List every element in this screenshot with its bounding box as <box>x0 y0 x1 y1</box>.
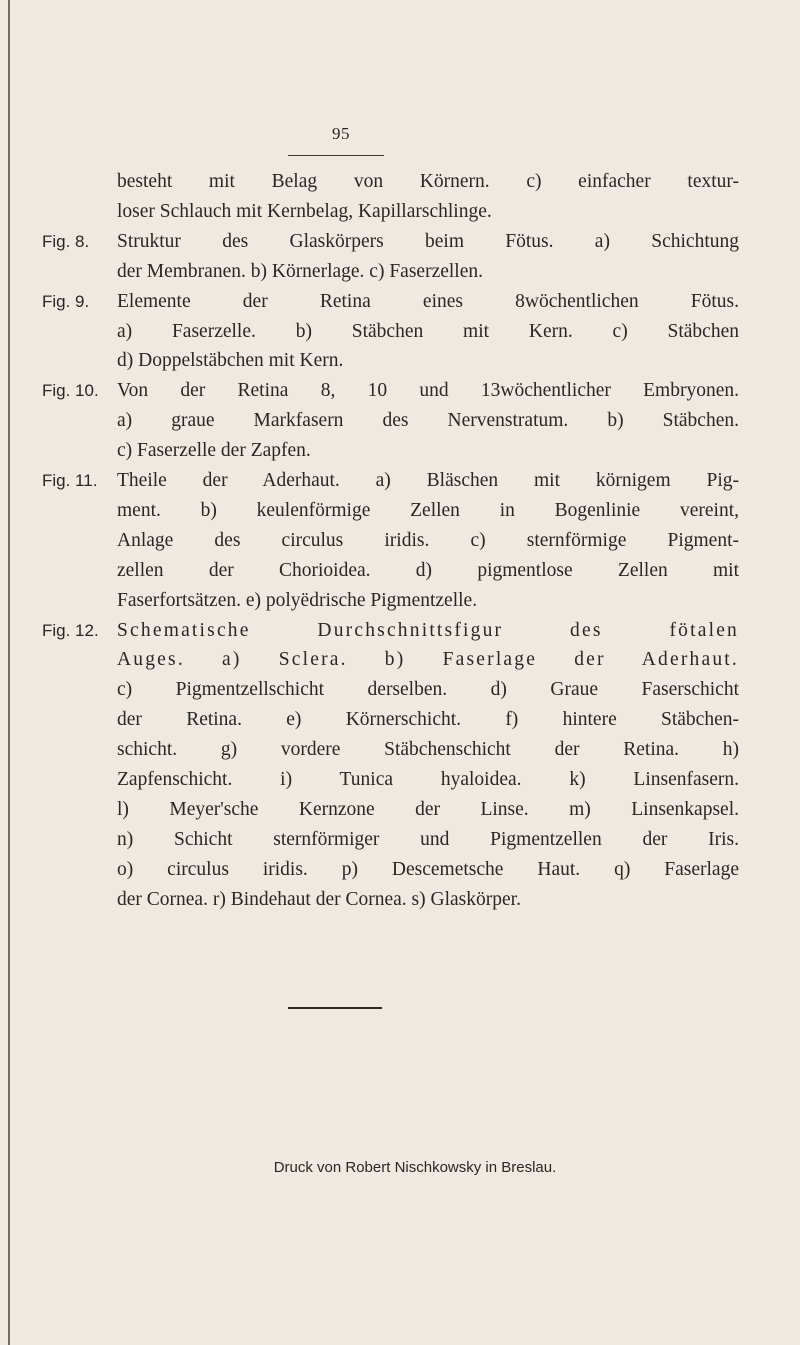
figure-label: Fig. 8. <box>42 231 90 251</box>
figure-label: Fig. 10. <box>42 381 99 401</box>
caption-text: der Retina. e) Körnerschicht. f) hintere Stäbchen- <box>117 709 739 731</box>
caption-text: a) graue Markfasern des Nervenstratum. b) Stäbchen. <box>117 410 739 432</box>
caption-text: Faserfortsätzen. e) polyëdrische Pigmentzelle. <box>117 589 478 611</box>
page-number-rule <box>288 155 384 156</box>
caption-text: d) Doppelstäbchen mit Kern. <box>117 350 344 372</box>
caption-line <box>0 287 800 317</box>
caption-text: besteht mit Belag von Körnern. c) einfacher textur- <box>117 171 739 192</box>
caption-line <box>0 406 800 436</box>
caption-text: loser Schlauch mit Kernbelag, Kapillarschlinge. <box>117 200 492 222</box>
caption-text: n) Schicht sternförmiger und Pigmentzellen der Iris. <box>117 828 739 850</box>
caption-line <box>0 675 800 705</box>
caption-text: Von der Retina 8, 10 und 13wöchentlicher Embryonen. <box>117 380 739 402</box>
caption-text: Elemente der Retina eines 8wöchentlichen Fötus. <box>117 290 739 312</box>
caption-text: schicht. g) vordere Stäbchenschicht der Retina. h) <box>117 739 739 761</box>
figure-label: Fig. 9. <box>42 291 90 311</box>
caption-line <box>0 526 800 556</box>
caption-line <box>0 436 800 466</box>
caption-line <box>0 855 800 885</box>
caption-line <box>0 346 800 376</box>
caption-line <box>0 376 800 406</box>
caption-text: Anlage des circulus iridis. c) sternförmige Pigment- <box>117 529 739 551</box>
caption-text: Zapfenschicht. i) Tunica hyaloidea. k) Linsenfasern. <box>117 769 739 790</box>
caption-line <box>0 616 800 646</box>
figure-label: Fig. 11. <box>42 471 98 490</box>
caption-text: Schematische Durchschnittsfigur des fötalen <box>117 619 739 641</box>
caption-text: ment. b) keulenförmige Zellen in Bogenlinie vereint, <box>117 499 739 521</box>
caption-line <box>0 556 800 586</box>
caption-line <box>0 586 800 616</box>
caption-line <box>0 825 800 855</box>
caption-text: zellen der Chorioidea. d) pigmentlose Zellen mit <box>117 559 739 581</box>
caption-line <box>0 257 800 287</box>
caption-text: Auges. a) Sclera. b) Faserlage der Aderhaut. <box>117 649 739 671</box>
caption-line <box>0 795 800 825</box>
caption-text: Theile der Aderhaut. a) Bläschen mit körnigem Pig- <box>117 470 739 491</box>
caption-line <box>0 317 800 347</box>
caption-text: der Membranen. b) Körnerlage. c) Faserzellen. <box>117 260 483 282</box>
end-rule <box>288 1007 382 1009</box>
caption-line <box>0 735 800 765</box>
page-number: 95 <box>332 124 350 143</box>
caption-text: Struktur des Glaskörpers beim Fötus. a) Schichtung <box>117 230 739 252</box>
caption-line <box>0 167 800 197</box>
caption-line <box>0 645 800 675</box>
caption-text: der Cornea. r) Bindehaut der Cornea. s) Glaskörper. <box>117 888 521 910</box>
caption-line <box>0 705 800 735</box>
caption-line <box>0 227 800 257</box>
caption-text: l) Meyer'sche Kernzone der Linse. m) Linsenkapsel. <box>117 798 739 820</box>
caption-line <box>0 466 800 496</box>
caption-text: o) circulus iridis. p) Descemetsche Haut. q) Faserlage <box>117 858 739 880</box>
caption-text: a) Faserzelle. b) Stäbchen mit Kern. c) Stäbchen <box>117 320 739 342</box>
caption-line <box>0 496 800 526</box>
caption-line <box>0 885 800 915</box>
caption-text: c) Pigmentzellschicht derselben. d) Graue Faserschicht <box>117 679 739 701</box>
printer-imprint: Druck von Robert Nischkowsky in Breslau. <box>273 1159 557 1176</box>
caption-line <box>0 197 800 227</box>
figure-label: Fig. 12. <box>42 620 99 640</box>
caption-line <box>0 765 800 795</box>
caption-text: c) Faserzelle der Zapfen. <box>117 440 311 462</box>
